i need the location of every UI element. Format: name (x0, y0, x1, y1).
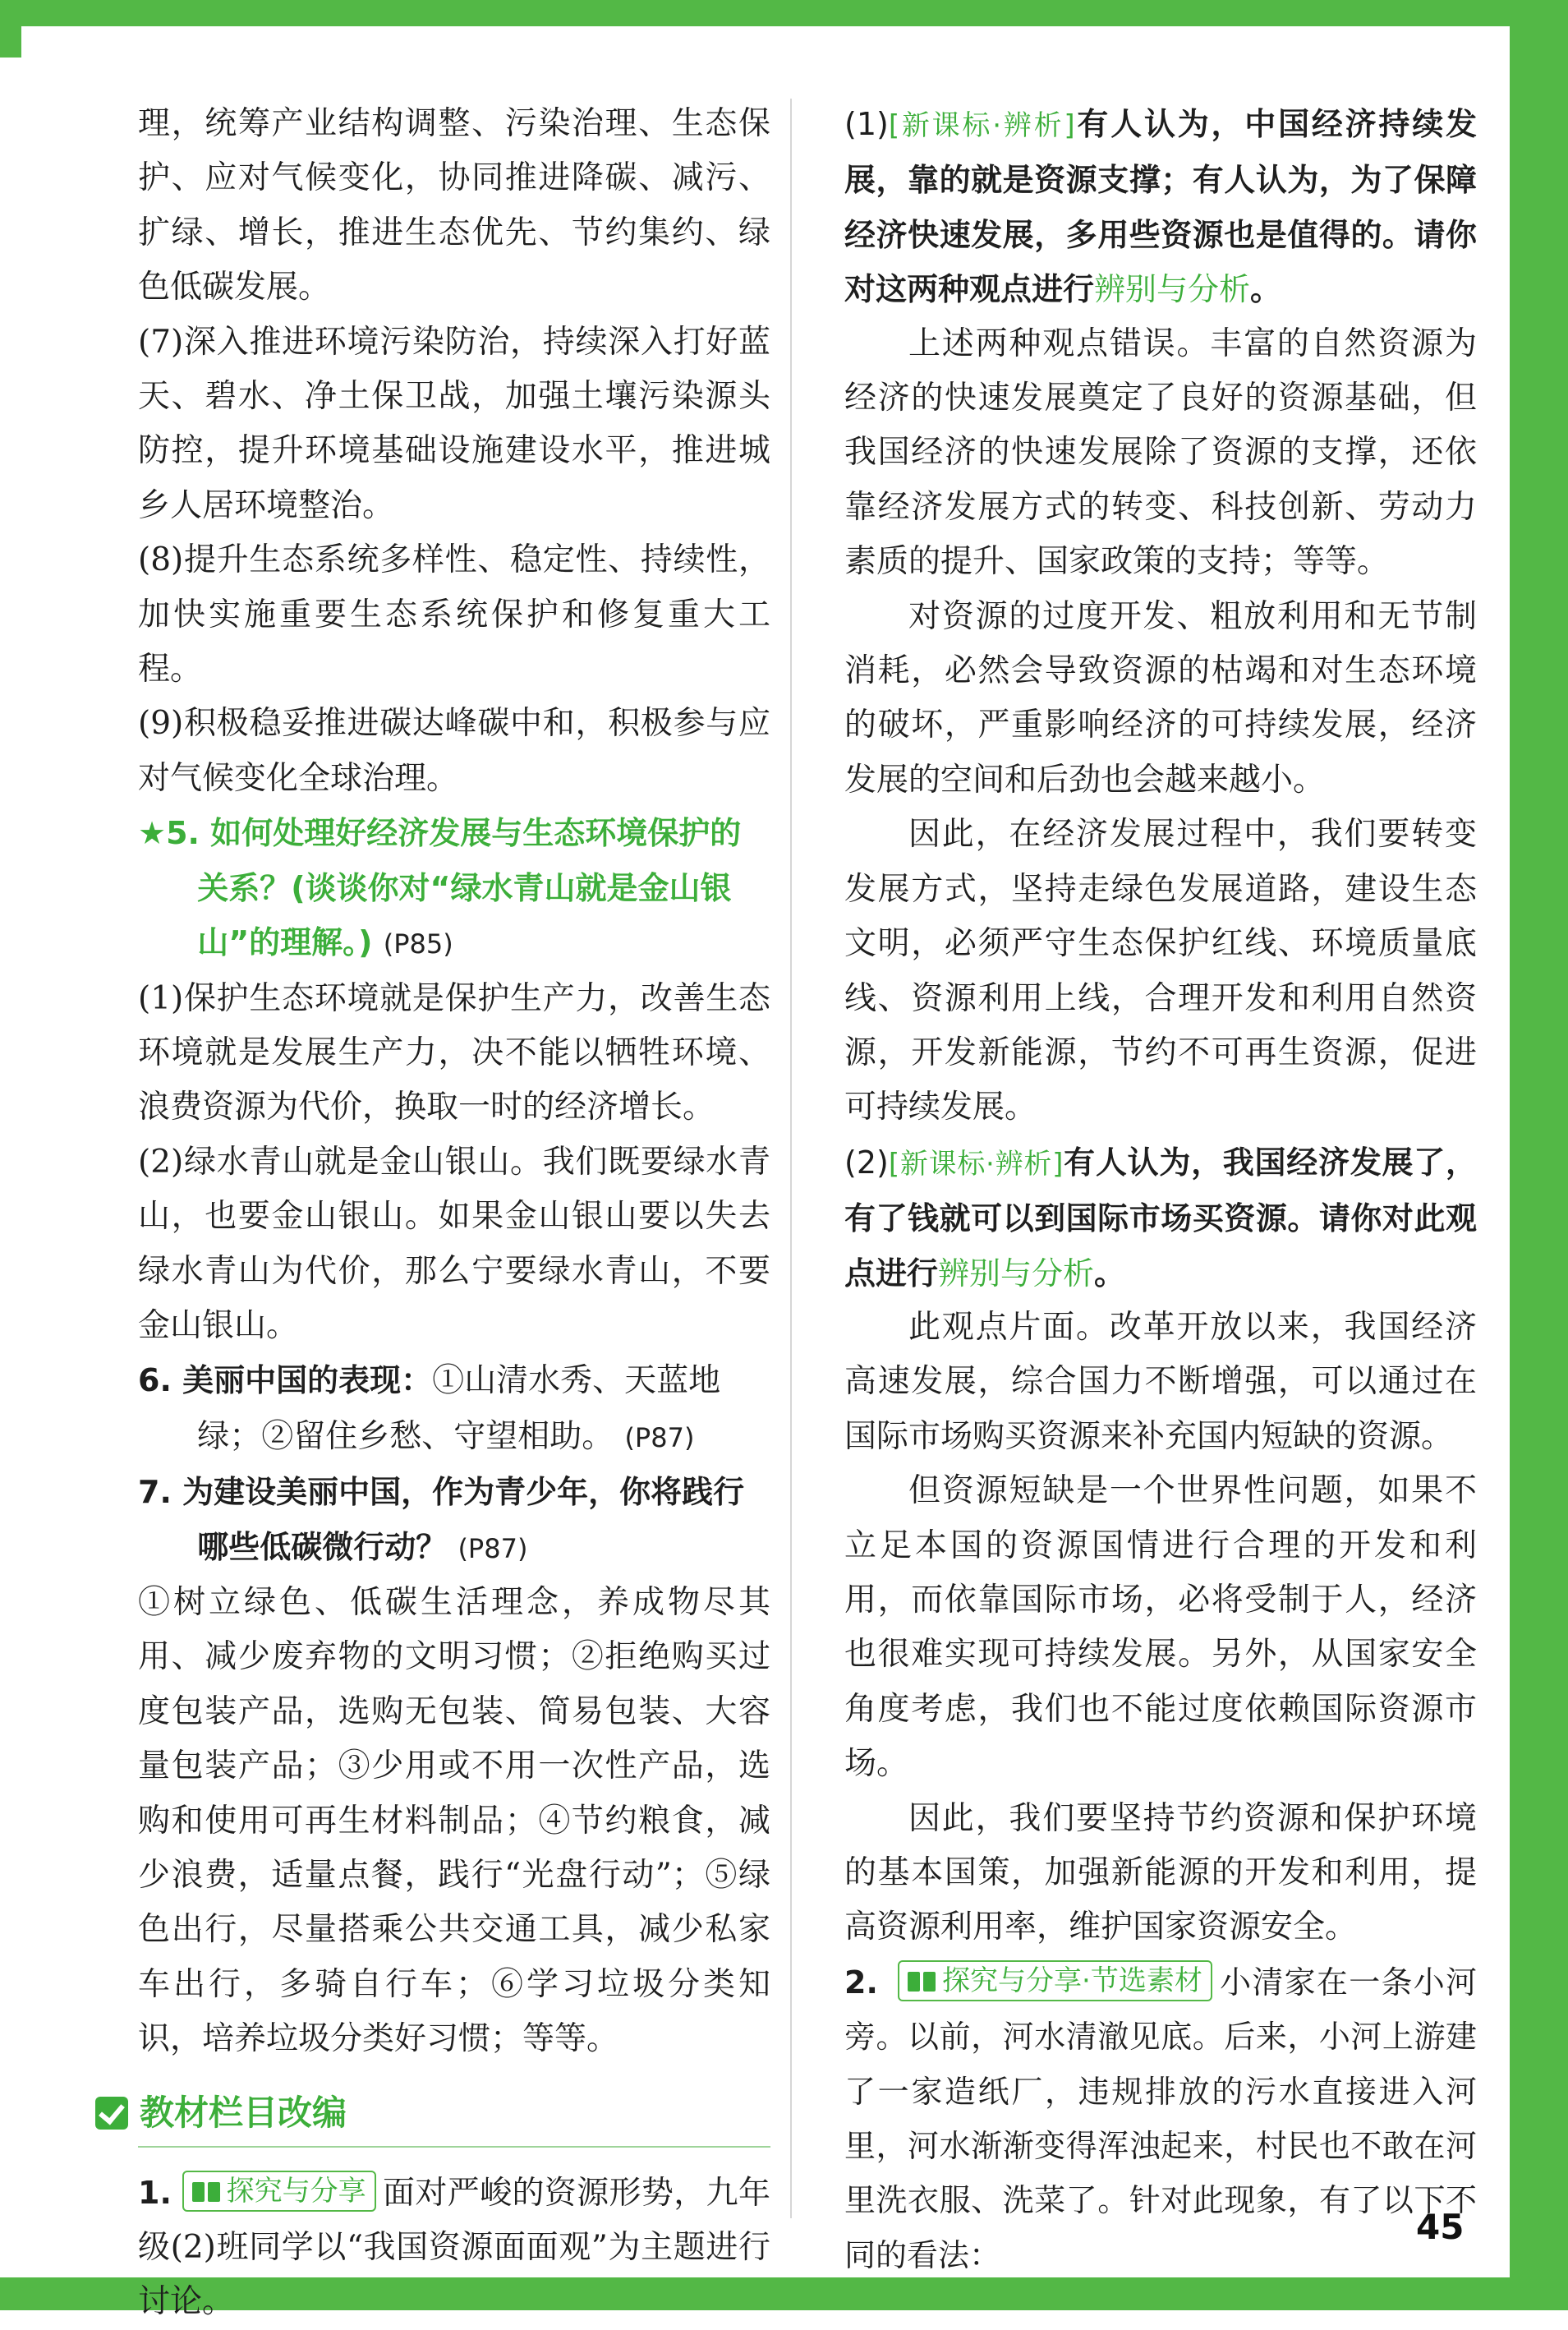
exercise-1 (138, 2166, 770, 2330)
discussion-1-para-2: 对资源的过度开发、粗放利用和无节制消耗，必然会导致资源的枯竭和对生态环境的破坏，严重影响经济的可持续发展，经济发展的空间和后劲也会越来越小。 (844, 597, 1477, 799)
question-6-ref: (P87) (624, 1421, 695, 1453)
question-6-answer: ①山清水秀、天蓝地绿；②留住乡愁、守望相助。 (197, 1362, 721, 1455)
question-5 (138, 806, 770, 971)
paragraph-8: (8)提升生态系统多样性、稳定性、持续性，加快实施重要生态系统保护和修复重大工程。 (138, 541, 770, 688)
question-6 (138, 1353, 770, 1465)
question-7-answer: ①树立绿色、低碳生活理念，养成物尽其用、减少废弃物的文明习惯；②拒绝购买过度包装产品，选购无包装、简易包装、大容量包装产品；③少用或不用一次性产品，选购和使用可再生材料制品；④节约粮食，减少浪费，适量点餐，践行“光盘行动”；⑤绿色出行，尽量搭乘公共交通工具，减少私家车出行，多骑自行车；⑥学习垃圾分类知识，培养垃圾分类好习惯；等等。 (138, 1583, 770, 2058)
exercise-2-text: 小清家在一条小河旁。以前，河水清澈见底。后来，小河上游建了一家造纸厂，违规排放的污水直接进入河里，河水渐渐变得浑浊起来，村民也不敢在河里洗衣服、洗菜了。针对此现象，有了以下不同的看法： (844, 1964, 1477, 2273)
discussion-1-highlight: 辨别与分析 (1094, 271, 1251, 308)
discussion-2-prefix: (2) (844, 1144, 889, 1181)
paragraph-continued: 理，统筹产业结构调整、污染治理、生态保护、应对气候变化，协同推进降碳、减污、扩绿、增长，推进生态优先、节约集约、绿色低碳发展。 (138, 105, 770, 306)
question-5-answer-1: (1)保护生态环境就是保护生产力，改善生态环境就是发展生产力，决不能以牺牲环境、浪费资源为代价，换取一时的经济增长。 (138, 979, 770, 1126)
page-number: 45 (1416, 2207, 1465, 2247)
discussion-1-para-1: 上述两种观点错误。丰富的自然资源为经济的快速发展奠定了良好的资源基础，但我国经济的快速发展除了资源的支撑，还依靠经济发展方式的转变、科技创新、劳动力素质的提升、国家政策的支持；等等。 (844, 325, 1477, 581)
question-7-text: 为建设美丽中国，作为青少年，你将践行哪些低碳微行动？ (182, 1474, 745, 1565)
discussion-1-end: 。 (1250, 271, 1282, 308)
question-6-text: 美丽中国的表现： (182, 1362, 433, 1399)
book-icon (908, 1972, 936, 1992)
discussion-2-para-2: 但资源短缺是一个世界性问题，如果不立足本国的资源国情进行合理的开发和利用，而依靠国际市场，必将受制于人，经济也很难实现可持续发展。另外，从国家安全角度考虑，我们也不能过度依赖国际资源市场。 (844, 1472, 1477, 1783)
discussion-1-tag: [新课标·辨析] (888, 109, 1075, 142)
discussion-2-end: 。 (1094, 1255, 1126, 1292)
exercise-2-tag (898, 1960, 1212, 2001)
exercise-2 (844, 1955, 1477, 2282)
discussion-2-question (844, 1135, 1477, 1301)
paragraph-7: (7)深入推进环境污染防治，持续深入打好蓝天、碧水、净土保卫战，加强土壤污染源头防控，提升环境基础设施建设水平，推进城乡人居环境整治。 (138, 323, 770, 524)
discussion-1-prefix: (1) (844, 106, 889, 142)
book-icon (192, 2182, 220, 2202)
question-6-number: 6. (138, 1362, 172, 1399)
discussion-2-text: 有人认为，我国经济发展了，有了钱就可以到国际市场买资源。请你对此观点进行 (844, 1144, 1477, 1292)
question-7-ref: (P87) (458, 1532, 528, 1564)
exercise-1-tag (182, 2171, 376, 2212)
right-green-bar (1510, 0, 1568, 2310)
discussion-2-highlight: 辨别与分析 (938, 1255, 1095, 1292)
discussion-2-para-1: 此观点片面。改革开放以来，我国经济高速发展，综合国力不断增强，可以通过在国际市场购买资源来补充国内短缺的资源。 (844, 1308, 1477, 1455)
question-5-answer-2: (2)绿水青山就是金山银山。我们既要绿水青山，也要金山银山。如果金山银山要以失去绿水青山为代价，那么宁要绿水青山，不要金山银山。 (138, 1143, 770, 1344)
section-header (138, 2088, 770, 2148)
discussion-2-para-3: 因此，我们要坚持节约资源和保护环境的基本国策，加强新能源的开发和利用，提高资源利用率，维护国家资源安全。 (844, 1799, 1477, 1946)
exercise-2-tag-label: 探究与分享·节选素材 (942, 1964, 1202, 1997)
discussion-1-text: 有人认为，中国经济持续发展，靠的就是资源支撑；有人认为，为了保障经济快速发展，多用些资源也是值得的。请你对这两种观点进行 (844, 106, 1477, 308)
discussion-1-para-3: 因此，在经济发展过程中，我们要转变发展方式，坚持走绿色发展道路，建设生态文明，必须严守生态保护红线、环境质量底线、资源利用上线，合理开发和利用自然资源，开发新能源，节约不可再生资源，促进可持续发展。 (844, 816, 1477, 1126)
exercise-1-tag-label: 探究与分享 (226, 2174, 366, 2208)
discussion-1-question (844, 97, 1477, 317)
section-title: 教材栏目改编 (140, 2092, 347, 2133)
question-5-text: 如何处理好经济发展与生态环境保护的关系？(谈谈你对“绿水青山就是金山银山”的理解。) (197, 815, 742, 961)
exercise-2-number: 2. (844, 1964, 878, 2001)
discussion-2-tag: [新课标·辨析] (888, 1147, 1064, 1181)
exercise-1-number: 1. (138, 2174, 172, 2211)
left-column (138, 97, 770, 2330)
question-5-ref: (P85) (383, 928, 453, 960)
exercise-1-text: 面对严峻的资源形势，九年级(2)班同学以“我国资源面面观”为主题进行讨论。 (138, 2174, 770, 2321)
column-divider (790, 99, 792, 2218)
check-icon (95, 2097, 128, 2130)
star-icon: ★5. (138, 815, 200, 852)
right-column (844, 97, 1477, 2282)
question-7 (138, 1465, 770, 1576)
paragraph-9: (9)积极稳妥推进碳达峰碳中和，积极参与应对气候变化全球治理。 (138, 705, 770, 797)
question-7-number: 7. (138, 1474, 172, 1511)
